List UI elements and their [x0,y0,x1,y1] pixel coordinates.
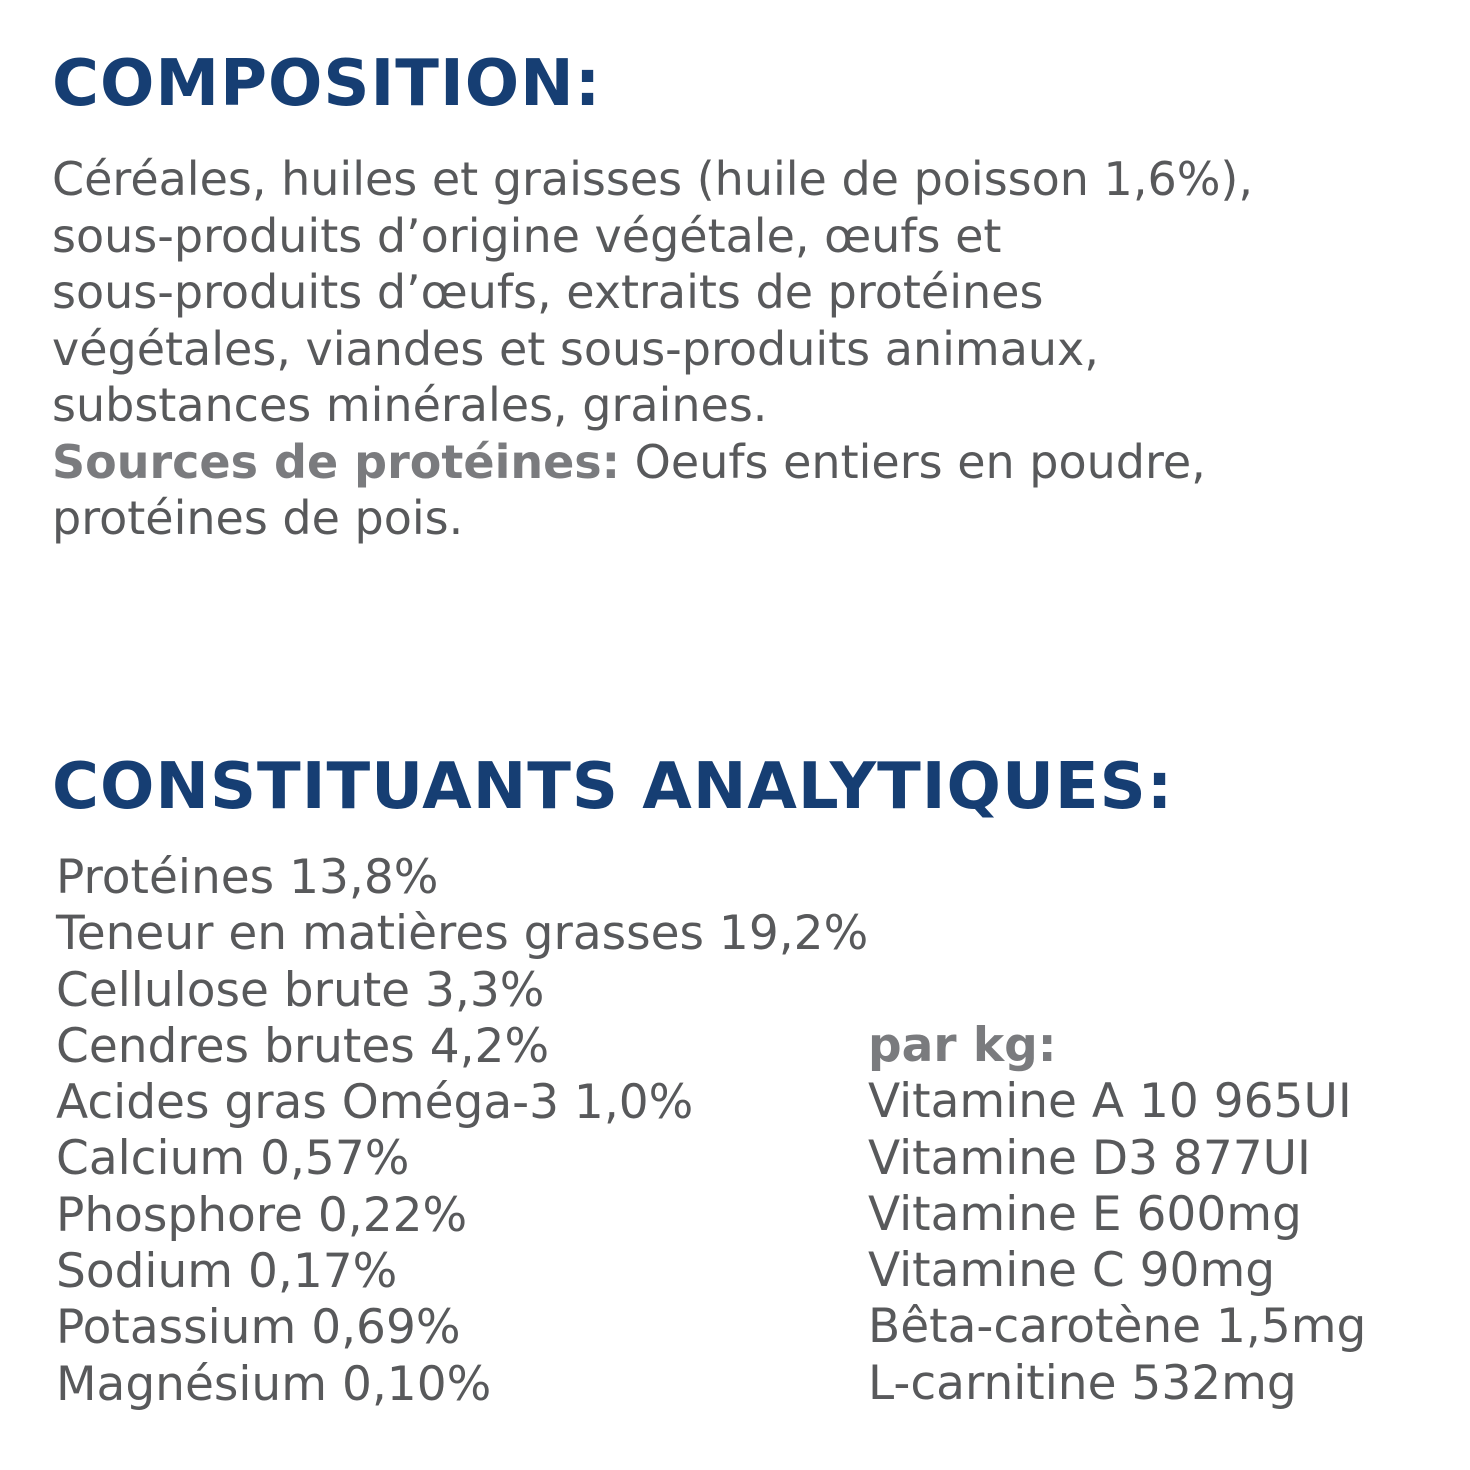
vitamin-item: Vitamine A 10 965UI [868,1074,1352,1130]
analytic-item: Cendres brutes 4,2% [56,1018,550,1074]
analytic-item: Phosphore 0,22% [56,1187,468,1243]
analytic-item: Sodium 0,17% [56,1244,398,1300]
composition-line: substances minérales, graines. [52,378,768,432]
composition-text [52,151,1442,547]
analytics-per-kg-list [868,1018,1448,1412]
vitamin-item: Bêta-carotène 1,5mg [868,1299,1367,1355]
composition-line: sous-produits d’œufs, extraits de protéines [52,265,1044,319]
vitamin-item: Vitamine E 600mg [868,1186,1302,1242]
vitamin-item: L-carnitine 532mg [868,1355,1297,1411]
analytic-item: Calcium 0,57% [56,1131,410,1187]
analytic-item: Acides gras Oméga-3 1,0% [56,1075,694,1131]
analytic-item: Potassium 0,69% [56,1300,461,1356]
protein-sources-continuation: protéines de pois. [52,491,464,545]
composition-heading: COMPOSITION: [52,47,602,121]
composition-line: Céréales, huiles et graisses (huile de poisson 1,6%), [52,152,1253,206]
analytics-percent-list [56,850,869,1413]
protein-sources-label: Sources de protéines: [52,434,621,489]
protein-sources-line [52,434,1442,491]
analytic-item: Teneur en matières grasses 19,2% [56,906,869,962]
analytic-item: Cellulose brute 3,3% [56,962,545,1018]
vitamin-item: Vitamine D3 877UI [868,1130,1311,1186]
per-kg-label: par kg: [868,1018,1057,1073]
composition-line: sous-produits d’origine végétale, œufs et [52,208,1002,263]
analytics-heading: CONSTITUANTS ANALYTIQUES: [52,750,1174,824]
analytic-item: Magnésium 0,10% [56,1356,492,1412]
composition-line: végétales, viandes et sous-produits animaux, [52,321,1099,376]
vitamin-item: Vitamine C 90mg [868,1243,1276,1299]
protein-sources-text: Oeufs entiers en poudre, [620,434,1206,489]
analytic-item: Protéines 13,8% [56,850,439,905]
